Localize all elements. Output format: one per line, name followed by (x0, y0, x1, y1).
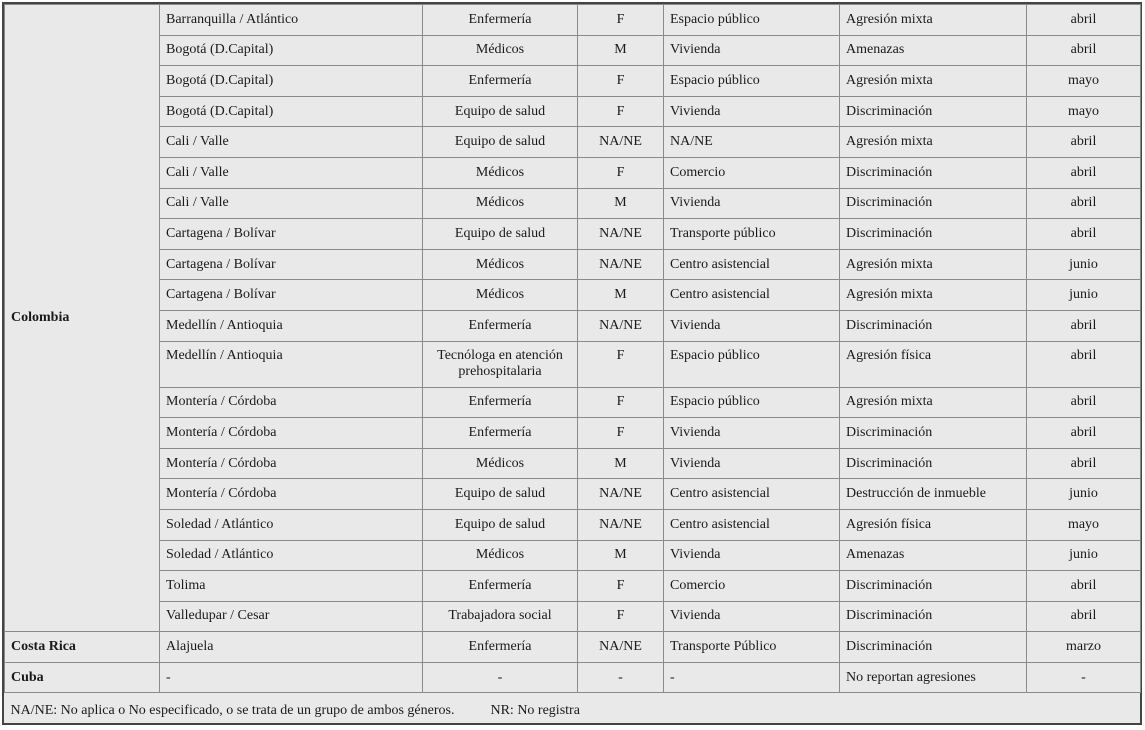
cell-city: Soledad / Atlántico (160, 509, 423, 540)
footnote-nr: NR: No registra (490, 703, 580, 719)
cell-sex: M (578, 280, 664, 311)
cell-place: Espacio público (664, 341, 840, 387)
cell-aggression-type: Agresión mixta (840, 387, 1027, 418)
cell-place: Vivienda (664, 310, 840, 341)
cell-aggression-type: Discriminación (840, 448, 1027, 479)
cell-place: Centro asistencial (664, 249, 840, 280)
table-row (5, 188, 1141, 219)
cell-city: Tolima (160, 571, 423, 602)
cell-month: abril (1027, 35, 1141, 66)
footnote (5, 693, 1141, 724)
cell-city: Montería / Córdoba (160, 448, 423, 479)
cell-month: abril (1027, 448, 1141, 479)
cell-worker: Equipo de salud (423, 479, 578, 510)
table-row (5, 280, 1141, 311)
cell-aggression-type: Agresión mixta (840, 127, 1027, 158)
cell-city: Cali / Valle (160, 127, 423, 158)
cell-aggression-type: Discriminación (840, 418, 1027, 449)
cell-month: abril (1027, 157, 1141, 188)
cell-worker: Enfermería (423, 571, 578, 602)
table-row (5, 5, 1141, 36)
table-row (5, 571, 1141, 602)
cell-month: mayo (1027, 509, 1141, 540)
cell-aggression-type: Discriminación (840, 157, 1027, 188)
cell-month: abril (1027, 571, 1141, 602)
cell-place: Vivienda (664, 601, 840, 632)
cell-place: Espacio público (664, 66, 840, 97)
cell-sex: F (578, 571, 664, 602)
cell-place: Comercio (664, 571, 840, 602)
cell-city: - (160, 662, 423, 693)
cell-sex: F (578, 341, 664, 387)
cell-city: Cartagena / Bolívar (160, 249, 423, 280)
cell-place: Vivienda (664, 448, 840, 479)
cell-aggression-type: Discriminación (840, 632, 1027, 663)
cell-sex: F (578, 157, 664, 188)
cell-worker: Tecnóloga en atención prehospitalaria (423, 341, 578, 387)
cell-month: abril (1027, 310, 1141, 341)
cell-worker: Enfermería (423, 418, 578, 449)
cell-worker: Enfermería (423, 66, 578, 97)
cell-worker: Médicos (423, 249, 578, 280)
cell-sex: F (578, 5, 664, 36)
cell-city: Bogotá (D.Capital) (160, 66, 423, 97)
cell-worker: Equipo de salud (423, 219, 578, 250)
table-row (5, 66, 1141, 97)
cell-month: mayo (1027, 96, 1141, 127)
cell-sex: NA/NE (578, 632, 664, 663)
cell-place: Vivienda (664, 96, 840, 127)
cell-city: Cali / Valle (160, 188, 423, 219)
cell-place: Vivienda (664, 418, 840, 449)
cell-month: - (1027, 662, 1141, 693)
cell-month: abril (1027, 127, 1141, 158)
cell-worker: Médicos (423, 35, 578, 66)
cell-sex: - (578, 662, 664, 693)
cell-place: Centro asistencial (664, 479, 840, 510)
cell-month: abril (1027, 5, 1141, 36)
cell-aggression-type: Amenazas (840, 540, 1027, 571)
cell-city: Valledupar / Cesar (160, 601, 423, 632)
cell-month: junio (1027, 280, 1141, 311)
cell-aggression-type: Discriminación (840, 601, 1027, 632)
cell-country: Cuba (5, 662, 160, 693)
table-row (5, 479, 1141, 510)
cell-place: NA/NE (664, 127, 840, 158)
cell-month: marzo (1027, 632, 1141, 663)
cell-worker: Enfermería (423, 387, 578, 418)
cell-aggression-type: Discriminación (840, 188, 1027, 219)
cell-aggression-type: No reportan agresiones (840, 662, 1027, 693)
cell-worker: - (423, 662, 578, 693)
cell-city: Alajuela (160, 632, 423, 663)
cell-month: abril (1027, 188, 1141, 219)
cell-sex: M (578, 35, 664, 66)
cell-place: Transporte público (664, 219, 840, 250)
cell-country: Costa Rica (5, 632, 160, 663)
cell-place: Vivienda (664, 188, 840, 219)
cell-city: Barranquilla / Atlántico (160, 5, 423, 36)
cell-worker: Enfermería (423, 310, 578, 341)
cell-sex: M (578, 540, 664, 571)
table-row (5, 219, 1141, 250)
table-frame (2, 2, 1142, 725)
cell-aggression-type: Discriminación (840, 310, 1027, 341)
cell-place: Transporte Público (664, 632, 840, 663)
cell-worker: Médicos (423, 540, 578, 571)
table-row (5, 249, 1141, 280)
cell-place: - (664, 662, 840, 693)
cell-aggression-type: Agresión mixta (840, 5, 1027, 36)
cell-sex: F (578, 66, 664, 97)
cell-sex: NA/NE (578, 509, 664, 540)
cell-country: Colombia (5, 5, 160, 632)
cell-place: Comercio (664, 157, 840, 188)
cell-month: junio (1027, 540, 1141, 571)
cell-aggression-type: Discriminación (840, 219, 1027, 250)
table-row (5, 632, 1141, 663)
cell-worker: Trabajadora social (423, 601, 578, 632)
table-row (5, 127, 1141, 158)
cell-city: Cartagena / Bolívar (160, 280, 423, 311)
cell-place: Espacio público (664, 5, 840, 36)
cell-aggression-type: Agresión mixta (840, 66, 1027, 97)
cell-sex: F (578, 418, 664, 449)
cell-month: junio (1027, 249, 1141, 280)
cell-city: Medellín / Antioquia (160, 341, 423, 387)
cell-city: Cali / Valle (160, 157, 423, 188)
cell-aggression-type: Agresión mixta (840, 280, 1027, 311)
cell-worker: Enfermería (423, 632, 578, 663)
cell-place: Vivienda (664, 35, 840, 66)
table-row (5, 96, 1141, 127)
cell-aggression-type: Discriminación (840, 96, 1027, 127)
table-row (5, 35, 1141, 66)
cell-city: Cartagena / Bolívar (160, 219, 423, 250)
cell-month: abril (1027, 219, 1141, 250)
cell-place: Vivienda (664, 540, 840, 571)
cell-city: Montería / Córdoba (160, 479, 423, 510)
cell-worker: Equipo de salud (423, 96, 578, 127)
cell-city: Medellín / Antioquia (160, 310, 423, 341)
cell-sex: NA/NE (578, 127, 664, 158)
cell-month: abril (1027, 418, 1141, 449)
cell-worker: Equipo de salud (423, 127, 578, 158)
cell-aggression-type: Agresión física (840, 341, 1027, 387)
cell-aggression-type: Agresión mixta (840, 249, 1027, 280)
cell-aggression-type: Discriminación (840, 571, 1027, 602)
cell-place: Centro asistencial (664, 509, 840, 540)
cell-month: abril (1027, 341, 1141, 387)
cell-month: mayo (1027, 66, 1141, 97)
cell-sex: M (578, 188, 664, 219)
cell-month: junio (1027, 479, 1141, 510)
cell-worker: Equipo de salud (423, 509, 578, 540)
cell-worker: Médicos (423, 188, 578, 219)
cell-sex: NA/NE (578, 249, 664, 280)
cell-sex: NA/NE (578, 310, 664, 341)
aggression-table (4, 4, 1141, 723)
cell-sex: F (578, 601, 664, 632)
cell-city: Soledad / Atlántico (160, 540, 423, 571)
cell-city: Bogotá (D.Capital) (160, 96, 423, 127)
table-row (5, 341, 1141, 387)
cell-city: Montería / Córdoba (160, 387, 423, 418)
cell-worker: Enfermería (423, 5, 578, 36)
cell-sex: NA/NE (578, 219, 664, 250)
cell-place: Espacio público (664, 387, 840, 418)
cell-month: abril (1027, 601, 1141, 632)
cell-sex: F (578, 96, 664, 127)
cell-place: Centro asistencial (664, 280, 840, 311)
cell-city: Montería / Córdoba (160, 418, 423, 449)
table-row (5, 448, 1141, 479)
cell-aggression-type: Agresión física (840, 509, 1027, 540)
cell-city: Bogotá (D.Capital) (160, 35, 423, 66)
footnote-nane: NA/NE: No aplica o No especificado, o se trata de un grupo de ambos géneros. (10, 703, 455, 719)
table-row (5, 418, 1141, 449)
table-row (5, 601, 1141, 632)
cell-sex: M (578, 448, 664, 479)
cell-sex: F (578, 387, 664, 418)
table-row (5, 387, 1141, 418)
cell-aggression-type: Amenazas (840, 35, 1027, 66)
cell-worker: Médicos (423, 157, 578, 188)
table-row (5, 157, 1141, 188)
table-body (5, 5, 1141, 693)
table-row (5, 310, 1141, 341)
table-row (5, 540, 1141, 571)
cell-sex: NA/NE (578, 479, 664, 510)
table-row (5, 509, 1141, 540)
cell-aggression-type: Destrucción de inmueble (840, 479, 1027, 510)
table-row (5, 662, 1141, 693)
cell-worker: Médicos (423, 448, 578, 479)
cell-worker: Médicos (423, 280, 578, 311)
cell-month: abril (1027, 387, 1141, 418)
